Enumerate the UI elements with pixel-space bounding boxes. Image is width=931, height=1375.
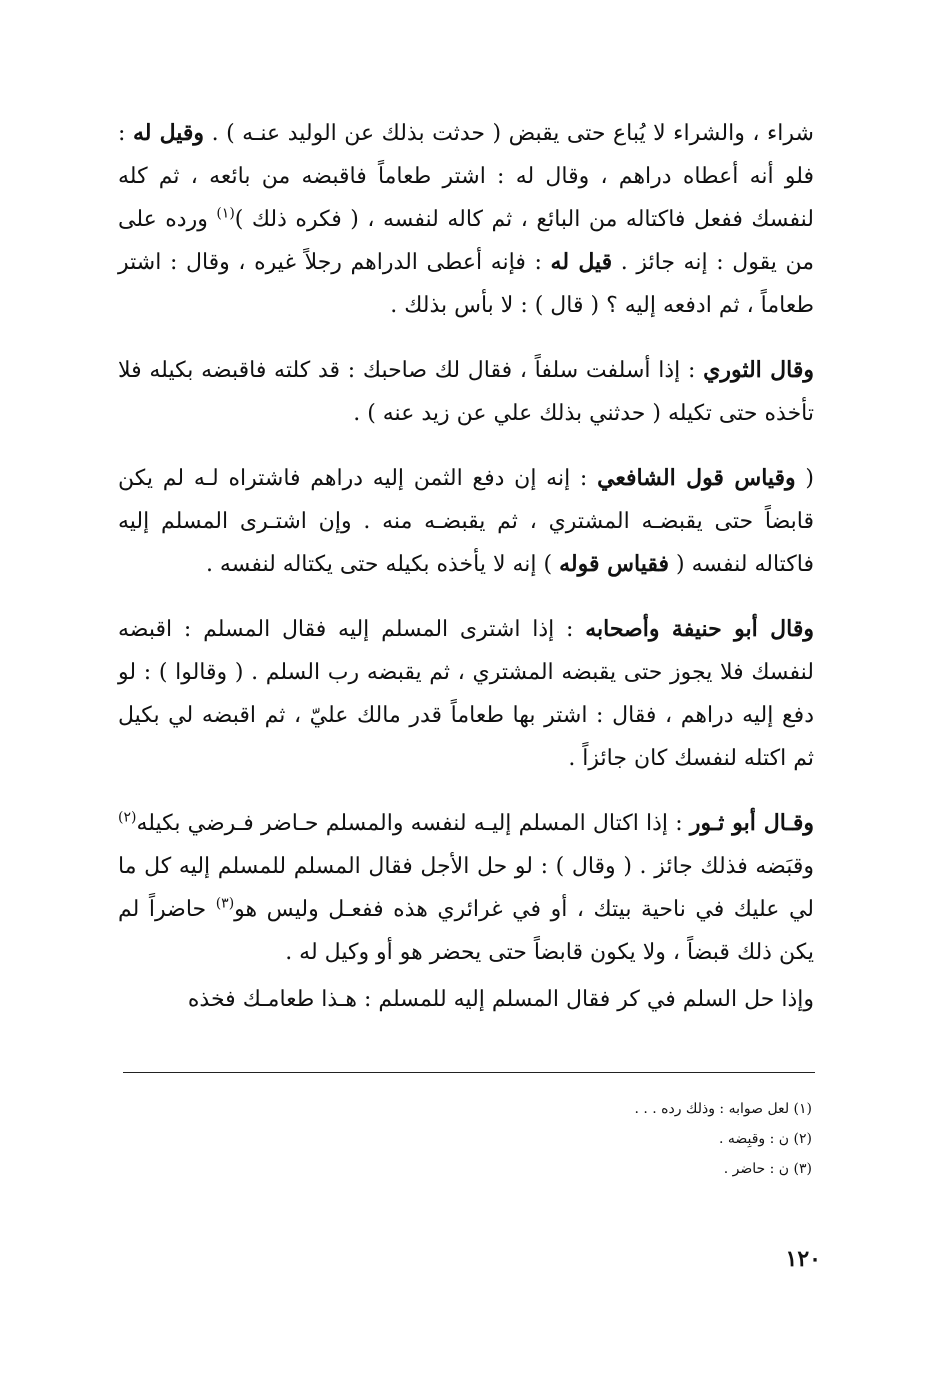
text-run: : إذا اكتال المسلم إليـه لنفسه والمسلم حـاضر فـرضي بكيله — [136, 811, 690, 836]
text-run: ورده على من يقول : إنه جائز . — [118, 207, 814, 275]
footnotes — [420, 1094, 812, 1184]
footnote-3: (٣) ن : حاضر . — [723, 1161, 812, 1177]
text-run: : فإنه أعطى الدراهم رجلاً غيره ، وقال : اشتر طعاماً ، ثم ادفعه إليه ؟ ( قال ) : لا بأس بذلك . — [118, 250, 814, 318]
bold-phrase: وقيل له — [132, 120, 205, 146]
text-run: : فلو أنه أعطاه دراهم ، وقال له : اشتر طعاماً فاقبضه من بائعه ، ثم كله لنفسك ففعل فاكتاله من البائع ، ثم كاله لنفسه ، ( فكره ذلك ) — [118, 121, 814, 232]
paragraph-2 — [118, 349, 814, 435]
bold-phrase: وقياس قول الشافعي — [597, 465, 796, 491]
text-run: شراء ، والشراء لا يُباع حتى يقبض ( حدثت بذلك عن الوليد عنـه ) . — [204, 121, 814, 146]
text-run: : إذا اشترى المسلم إليه فقال المسلم : اقبضه لنفسك فلا يجوز حتى يقبضه المشتري ، ثم يقبضه رب السلم . ( وقالوا ) : لو دفع إليه دراهم ، فقال : اشتر بها طعاماً قدر مالك عليّ ، ثم اقبضه لي بكيل ثم اكتله لنفسك كان جائزاً . — [118, 617, 814, 771]
text-run: ) إنه لا يأخذه بكيله حتى يكتاله لنفسه . — [205, 552, 560, 577]
main-text — [118, 112, 814, 1021]
page-number: ١٢٠ — [785, 1246, 821, 1272]
footnote-marker-2: (٢) — [118, 809, 137, 826]
footnote-1: (١) لعل صوابه : وذلك رده . . . — [634, 1101, 812, 1117]
paragraph-3 — [118, 457, 814, 586]
text-run: : إذا أسلفت سلفاً ، فقال لك صاحبك : قد كلته فاقبضه بكيله فلا تأخذه حتى تكيله ( حدثني بذلك علي عن زيد عنه ) . — [118, 358, 814, 426]
bold-phrase: فقياس قوله — [559, 551, 669, 577]
footnote-2: (٢) ن : وقبِضه . — [718, 1131, 812, 1147]
text-run: : إنه إن دفع الثمن إليه دراهم فاشتراه لـه لم يكن قابضاً حتى يقبضـه المشتري ، ثم يقبضـه منه . وإن اشتـرى المسلم إليه فاكتاله لنفسه ( — [118, 466, 814, 577]
text-run: وإذا حل السلم في كر فقال المسلم إليه للمسلم : هـذا طعامـك فخذه — [187, 987, 814, 1012]
footnote-marker-1: (١) — [216, 205, 235, 222]
paragraph-4 — [118, 608, 814, 780]
bold-phrase: قيل له — [550, 249, 613, 275]
footnote-separator — [123, 1072, 815, 1073]
paragraph-6 — [118, 978, 814, 1021]
paragraph-1 — [118, 112, 814, 327]
bold-phrase: وقال أبو حنيفة وأصحابه — [585, 616, 814, 642]
text-run: وقبَضه فذلك جائز . ( وقال ) : لو حل الأجل فقال المسلم للمسلم إليه كل ما لي عليك في ناحية بيتك ، أو في غرائري هذه ففعـل وليس هو — [118, 854, 814, 922]
footnote-marker-3: (٣) — [215, 895, 235, 912]
bold-phrase: وقـال أبو ثـور — [689, 810, 814, 836]
text-run: حاضراً لم يكن ذلك قبضاً ، ولا يكون قابضاً حتى يحضر هو أو وكيل له . — [118, 897, 814, 965]
text-run: ( — [795, 466, 814, 491]
paragraph-5 — [118, 802, 814, 974]
bold-phrase: وقال الثوري — [703, 357, 814, 383]
